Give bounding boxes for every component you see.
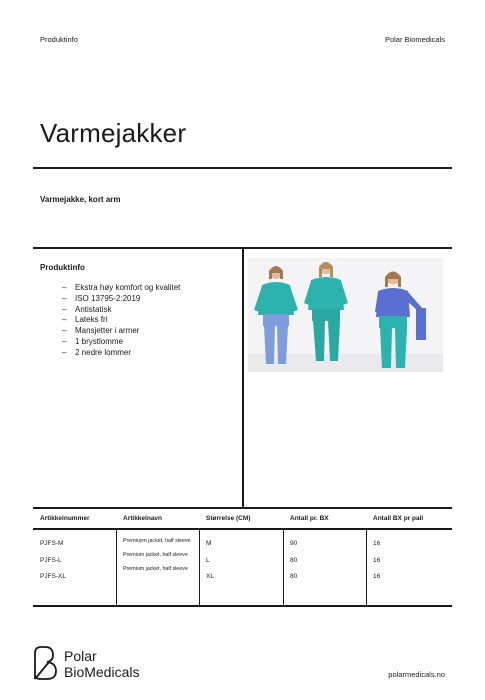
feature-item: – Lateks fri (62, 315, 180, 326)
table-cell-article-name: Premium jacket, half sleeve (123, 552, 188, 558)
table-cell-article-number: PJFS-M (40, 540, 64, 547)
table-cell-article-name: Premium jacket, half sleeve (123, 566, 188, 572)
feature-item: – Mansjetter i armer (62, 326, 180, 337)
table-header-boxes-per-pallet: Antall BX pr pall (373, 515, 424, 522)
table-col-divider (366, 528, 367, 606)
feature-item: – Ekstra høy komfort og kvalitet (62, 283, 180, 294)
table-cell-size: XL (206, 573, 214, 580)
logo-wordmark (64, 648, 139, 680)
table-header-article-number: Artikkelnummer (40, 515, 90, 522)
table-cell-article-name: Premiuym jacket, half sleeve (123, 538, 191, 544)
table-cell-qty-per-box: 80 (290, 573, 298, 580)
logo-line-2: BioMedicals (64, 664, 140, 680)
product-subtitle: Varmejakke, kort arm (40, 195, 121, 204)
table-col-divider (116, 528, 117, 606)
table-header-article-name: Artikkelnavn (123, 515, 163, 522)
title-divider (33, 167, 452, 169)
table-cell-qty-per-box: 80 (290, 557, 298, 564)
page-title: Varmejakker (40, 118, 187, 148)
product-info-heading: Produktinfo (40, 263, 85, 272)
table-header-size: Størrelse (CM) (206, 515, 251, 522)
table-cell-article-number: PJFS-L (40, 557, 62, 564)
table-cell-article-number: PJFS-XL (40, 573, 67, 580)
table-cell-boxes-per-pallet: 16 (373, 540, 381, 547)
feature-item: – 2 nedre lommer (62, 348, 180, 359)
table-header-qty-per-box: Antall pr. BX (290, 515, 329, 522)
table-cell-qty-per-box: 90 (290, 540, 298, 547)
header-company: Polar Biomedicals (384, 35, 445, 44)
section-bottom-divider (33, 507, 452, 509)
footer-website-link[interactable]: polarmedicals.no (388, 670, 445, 679)
logo-line-1: Polar (64, 648, 97, 664)
header-doc-type: Produktinfo (40, 35, 78, 44)
feature-list (62, 283, 180, 359)
table-bottom-divider (33, 605, 452, 607)
table-cell-size: M (206, 540, 212, 547)
table-cell-boxes-per-pallet: 16 (373, 557, 381, 564)
feature-item: – Antistatisk (62, 305, 180, 316)
section-vertical-divider (242, 247, 244, 507)
product-photo (248, 258, 443, 372)
table-col-divider (283, 528, 284, 606)
feature-item: – ISO 13795-2:2019 (62, 294, 180, 305)
feature-item: – 1 brystlomme (62, 337, 180, 348)
table-col-divider (199, 528, 200, 606)
table-cell-boxes-per-pallet: 16 (373, 573, 381, 580)
table-cell-size: L (206, 557, 210, 564)
table-header-divider (33, 528, 452, 530)
